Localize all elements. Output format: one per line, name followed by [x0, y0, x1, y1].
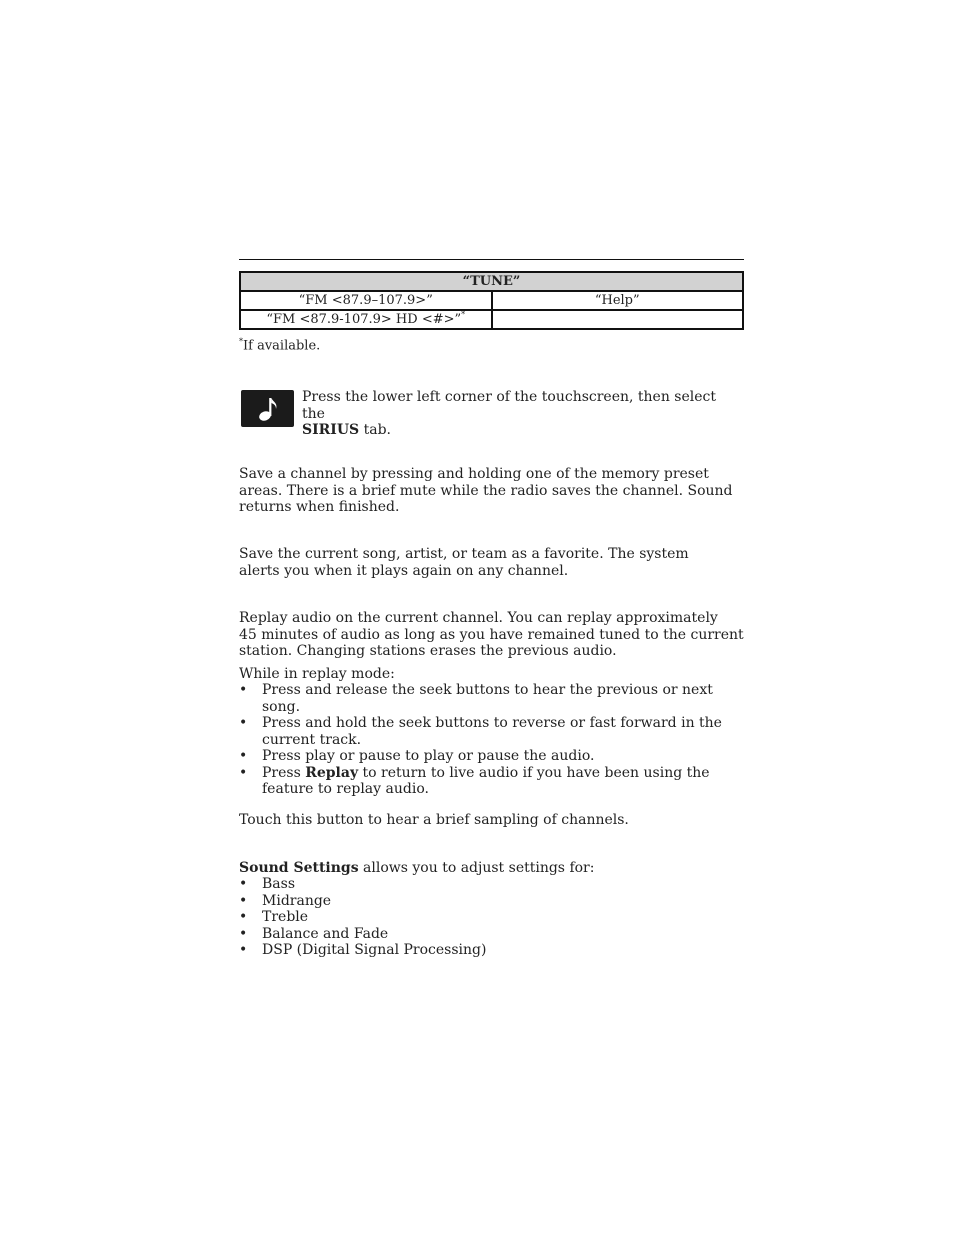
list-item: • Press play or pause to play or pause the audio.: [239, 748, 749, 765]
list-item: [239, 765, 722, 798]
sound-settings-text: allows you to adjust settings for:: [358, 860, 595, 876]
list-item-text: to return to live audio if you have been using the feature to replay audio.: [262, 764, 710, 797]
top-divider: [239, 259, 744, 260]
table-cell: “Help”: [492, 291, 744, 310]
replay-label: Replay: [305, 764, 359, 781]
sound-settings-label: Sound Settings: [239, 860, 359, 876]
table-header-row: [240, 272, 743, 291]
list-item: • Balance and Fade: [239, 926, 749, 943]
replay-mode-label: While in replay mode:: [239, 666, 395, 682]
footnote-marker: *: [461, 310, 466, 319]
list-item: • DSP (Digital Signal Processing): [239, 942, 749, 959]
list-item: • Press and release the seek buttons to hear the previous or next song.: [239, 682, 749, 715]
table-cell: [240, 310, 492, 329]
tune-voice-command-table: [239, 271, 744, 330]
footnote: [239, 337, 320, 353]
list-item: • Press and hold the seek buttons to reverse or fast forward in the current track.: [239, 715, 722, 748]
sound-settings-paragraph: [239, 860, 594, 877]
sirius-text-end: tab.: [359, 422, 392, 438]
sirius-instruction: [302, 389, 742, 439]
footnote-marker: *: [239, 337, 243, 346]
list-item: • Midrange: [239, 893, 749, 910]
footnote-text: If available.: [243, 338, 321, 354]
table-header: “TUNE”: [240, 272, 743, 291]
music-note-icon: [241, 390, 294, 427]
table-row: [240, 310, 743, 329]
sound-settings-list: [239, 876, 749, 959]
replay-paragraph: [239, 610, 744, 660]
list-item-text: Press: [262, 764, 306, 781]
replay-text-line2: 45 minutes of audio as long as you have remained tuned to the current station. Changing stations erases the previous audio.: [239, 626, 744, 659]
music-note-glyph: [257, 396, 279, 422]
alert-paragraph: Save the current song, artist, or team as a favorite. The system alerts you when it plays again on any channel.: [239, 546, 689, 579]
sirius-tab-label: SIRIUS: [302, 422, 360, 438]
table-cell-text: “FM <87.9-107.9> HD <#>”: [266, 312, 462, 327]
table-row: [240, 291, 743, 310]
replay-text-line1: Replay audio on the current channel. You can replay approximately: [239, 610, 718, 626]
list-item: • Treble: [239, 909, 749, 926]
table-cell: “FM <87.9–107.9>”: [240, 291, 492, 310]
list-item: • Bass: [239, 876, 749, 893]
replay-list: [239, 682, 749, 798]
table-cell: [492, 310, 744, 329]
sirius-text: Press the lower left corner of the touchscreen, then select the: [302, 389, 717, 422]
scan-paragraph: Touch this button to hear a brief sampling of channels.: [239, 812, 629, 828]
presets-paragraph: Save a channel by pressing and holding one of the memory preset areas. There is a brief mute while the radio saves the channel. Sound returns when finished.: [239, 466, 733, 515]
